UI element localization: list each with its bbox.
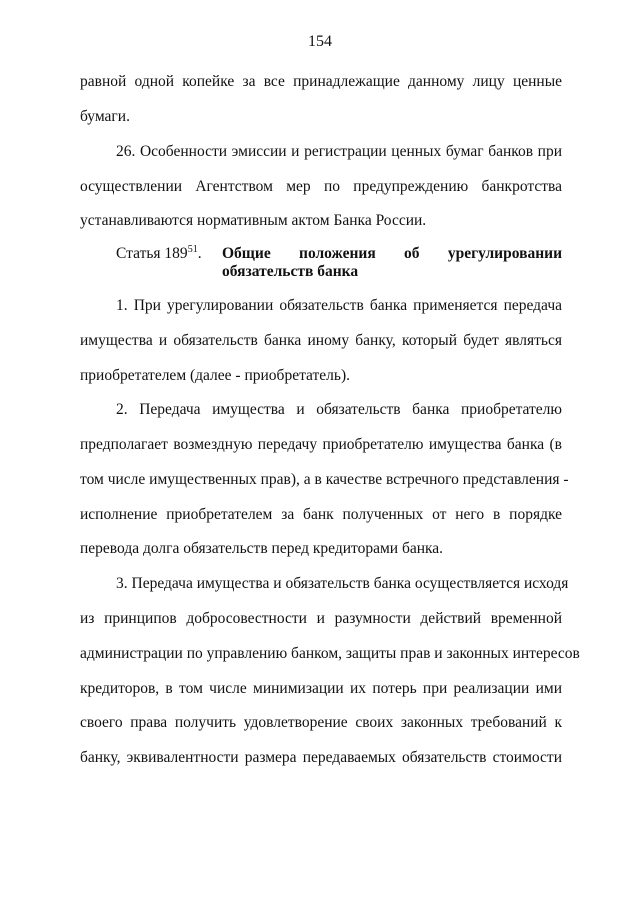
article-label-suffix: . bbox=[197, 245, 202, 262]
text-line: 3. Передача имущества и обязательств банка осуществляется исходя bbox=[116, 575, 569, 592]
text-line: 1. При урегулировании обязательств банка применяется передача bbox=[116, 297, 562, 314]
text-line: бумаги. bbox=[80, 108, 130, 125]
article-number: Статья 189 bbox=[116, 245, 188, 262]
text-line: своего права получить удовлетворение своих законных требований к bbox=[80, 714, 562, 731]
text-line: приобретателем (далее - приобретатель). bbox=[80, 367, 351, 384]
text-line: предполагает возмездную передачу приобретателю имущества банка (в bbox=[80, 436, 562, 453]
text-line: исполнение приобретателем за банк полученных от него в порядке bbox=[80, 506, 562, 523]
text-line: том числе имущественных прав), а в качестве встречного представления - bbox=[80, 471, 569, 488]
text-line: имущества и обязательств банка иному банку, который будет являться bbox=[80, 332, 562, 349]
text-line: из принципов добросовестности и разумности действий временной bbox=[80, 610, 562, 627]
article-title-line-2: обязательств банка bbox=[222, 263, 359, 280]
text-line: равной одной копейке за все принадлежащие данному лицу ценные bbox=[80, 73, 562, 90]
text-line: администрации по управлению банком, защиты прав и законных интересов bbox=[80, 645, 580, 662]
page-number: 154 bbox=[308, 33, 332, 50]
text-line: устанавливаются нормативным актом Банка России. bbox=[80, 212, 427, 229]
text-line: банку, эквивалентности размера передаваемых обязательств стоимости bbox=[80, 749, 562, 766]
article-title-line-1: Общие положения об урегулировании bbox=[222, 245, 562, 262]
article-label bbox=[116, 244, 202, 264]
text-line: осуществлении Агентством мер по предупреждению банкротства bbox=[80, 178, 562, 195]
article-number-superscript: 51 bbox=[187, 243, 198, 255]
text-line: перевода долга обязательств перед кредиторами банка. bbox=[80, 540, 444, 557]
text-line: 2. Передача имущества и обязательств банка приобретателю bbox=[116, 401, 562, 418]
text-line: 26. Особенности эмиссии и регистрации ценных бумаг банков при bbox=[116, 143, 562, 160]
text-line: кредиторов, в том числе минимизации их потерь при реализации ими bbox=[80, 680, 562, 697]
